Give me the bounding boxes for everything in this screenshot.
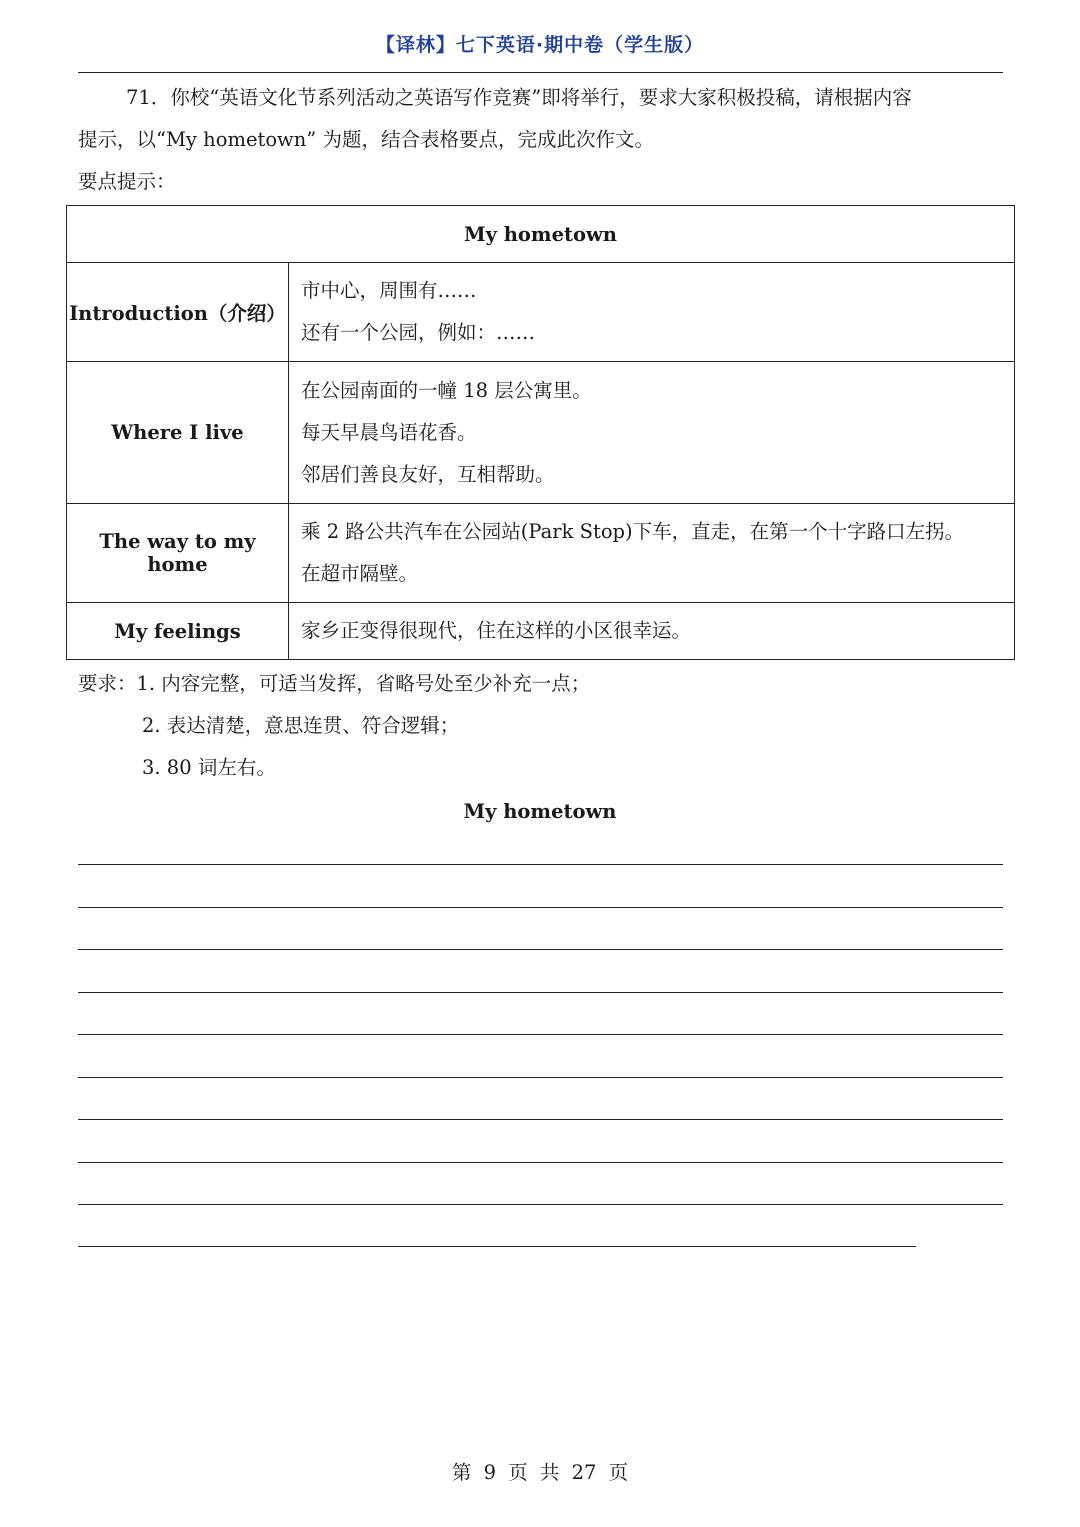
writing-line[interactable]	[78, 907, 1003, 908]
writing-line[interactable]	[78, 1119, 1003, 1120]
writing-line[interactable]	[78, 1204, 1003, 1205]
writing-line[interactable]	[78, 864, 1003, 865]
content-line: 在超市隔壁。	[301, 562, 419, 585]
question-prompt-line-2: 提示，以“My hometown” 为题，结合表格要点，完成此次作文。	[78, 128, 654, 151]
content-line: 在公园南面的一幢 18 层公寓里。	[301, 378, 592, 402]
question-prompt-line-1: 71．你校“英语文化节系列活动之英语写作竞赛”即将举行，要求大家积极投稿，请根据内容	[126, 86, 912, 109]
table-row	[67, 504, 1015, 603]
essay-title: My hometown	[463, 800, 617, 823]
row-content-introduction	[289, 263, 1015, 362]
table-title: My hometown	[67, 206, 1015, 263]
table-header-row	[67, 206, 1015, 263]
row-label-my-feelings: My feelings	[67, 603, 289, 660]
writing-line[interactable]	[78, 1034, 1003, 1035]
content-line: 还有一个公园，例如：……	[301, 321, 536, 344]
requirement-1: 要求：1. 内容完整，可适当发挥，省略号处至少补充一点；	[78, 672, 591, 695]
hints-table	[66, 205, 1015, 660]
hints-label: 要点提示：	[78, 170, 176, 193]
writing-line[interactable]	[78, 992, 1003, 993]
content-line: 市中心，周围有……	[301, 279, 477, 302]
row-label-introduction: Introduction（介绍）	[67, 263, 289, 362]
content-line: 家乡正变得很现代，住在这样的小区很幸运。	[301, 619, 692, 642]
requirement-2: 2. 表达清楚，意思连贯、符合逻辑；	[142, 714, 460, 737]
writing-line[interactable]	[78, 1077, 1003, 1078]
writing-line[interactable]	[78, 949, 1003, 950]
table-row	[67, 263, 1015, 362]
row-content-where-i-live	[289, 362, 1015, 504]
row-content-way-to-home	[289, 504, 1015, 603]
header-divider	[78, 72, 1003, 73]
writing-line-last[interactable]	[78, 1246, 916, 1247]
row-label-way-to-home: The way to my home	[67, 504, 289, 603]
writing-line[interactable]	[78, 1162, 1003, 1163]
table-row	[67, 362, 1015, 504]
document-header-title: 【译林】七下英语·期中卷（学生版）	[375, 34, 705, 56]
row-label-where-i-live: Where I live	[67, 362, 289, 504]
table-row	[67, 603, 1015, 660]
page-number-footer: 第 9 页 共 27 页	[451, 1461, 629, 1484]
content-line: 乘 2 路公共汽车在公园站(Park Stop)下车，直走，在第一个十字路口左拐。	[301, 520, 965, 543]
row-content-my-feelings	[289, 603, 1015, 660]
content-line: 每天早晨鸟语花香。	[301, 420, 477, 444]
requirement-3: 3. 80 词左右。	[142, 756, 276, 779]
content-line: 邻居们善良友好，互相帮助。	[301, 462, 555, 486]
